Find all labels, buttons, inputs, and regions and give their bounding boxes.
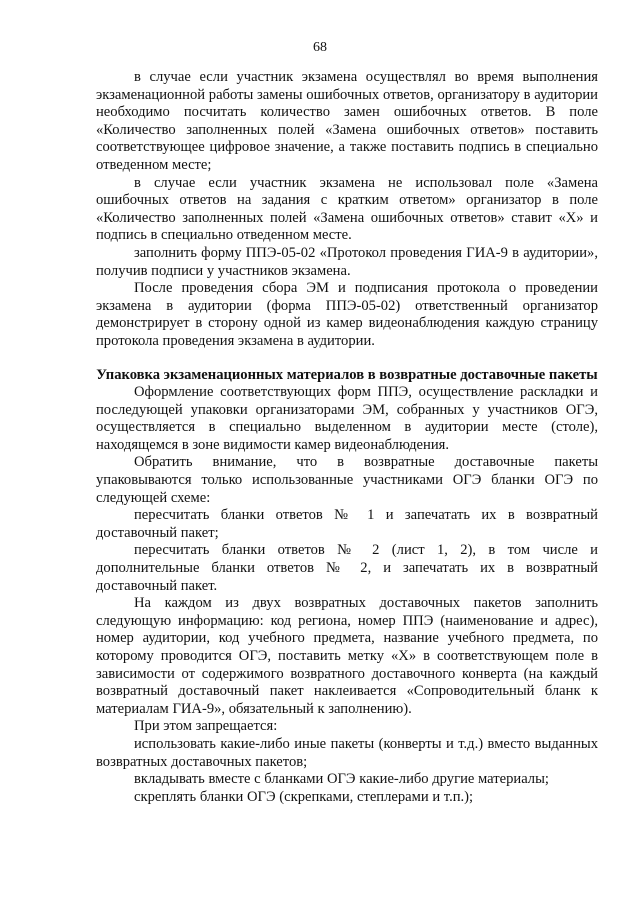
page-number: 68	[313, 40, 327, 55]
list-item-prohibited-other-materials: вкладывать вместе с бланками ОГЭ какие-либо другие материалы;	[134, 771, 549, 788]
paragraph-no-replacements: в случае если участник экзамена не использовал поле «Замена ошибочных ответов на задания с кратким ответом» организатор в поле «Количество заполненных полей «Замена ошибочных ответов» ставит «X» и подпись в специально отведенном месте.	[96, 174, 598, 244]
paragraph-error-replacements: в случае если участник экзамена осуществлял во время выполнения экзаменационной работы замены ошибочных ответов, организатору в аудитории необходимо посчитать количество замен ошибочных ответов. В поле «Количество заполненных полей «Замена ошибочных ответов» поставить соответствующее цифровое значение, а также поставить подпись в специально отведенном месте;	[96, 69, 598, 173]
paragraph-package-info: На каждом из двух возвратных доставочных пакетов заполнить следующую информацию: код региона, номер ППЭ (наименование и адрес), номер аудитории, код учебного предмета, название учебного предмета, по которому проводится ОГЭ, поставить метку «X» в соответствующем поле в зависимости от содержимого возвратного доставочного конверта (на каждый возвратный доставочный пакет наклеивается «Сопроводительный бланк к материалам ГИА-9», обязательный к заполнению).	[96, 595, 598, 717]
paragraph-packing-location: Оформление соответствующих форм ППЭ, осуществление раскладки и последующей упаковки организаторами ЭМ, собранных у участников ОГЭ, осуществляется в специально выделенном в аудитории месте (столе), находящемся в зоне видимости камер видеонаблюдения.	[96, 384, 598, 453]
paragraph-demonstrate-protocol: После проведения сбора ЭМ и подписания протокола о проведении экзамена в аудитории (форма ППЭ-05-02) ответственный организатор демонстрирует в сторону одной из камер видеонаблюдения каждую страницу протокола проведения экзамена в аудитории.	[96, 280, 598, 349]
list-item-prohibited-other-packages: использовать какие-либо иные пакеты (конверты и т.д.) вместо выданных возвратных доставочных пакетов;	[96, 735, 598, 770]
section-heading: Упаковка экзаменационных материалов в возвратные доставочные пакеты	[96, 366, 598, 383]
paragraph-fill-protocol: заполнить форму ППЭ-05-02 «Протокол проведения ГИА-9 в аудитории», получив подписи у участников экзамена.	[96, 244, 598, 279]
document-body	[96, 69, 598, 806]
paragraph-packing-scheme: Обратить внимание, что в возвратные доставочные пакеты упаковываются только использованные участниками ОГЭ бланки ОГЭ по следующей схеме:	[96, 454, 598, 506]
list-item-prohibited-staples: скреплять бланки ОГЭ (скрепками, степлерами и т.п.);	[134, 788, 474, 805]
list-item-answer-sheets-1: пересчитать бланки ответов № 1 и запечатать их в возвратный доставочный пакет;	[96, 507, 598, 541]
paragraph-prohibited-intro: При этом запрещается:	[134, 718, 278, 735]
list-item-answer-sheets-2: пересчитать бланки ответов № 2 (лист 1, 2), в том числе и дополнительные бланки ответов № 2, и запечатать их в возвратный доставочный пакет.	[96, 542, 598, 594]
